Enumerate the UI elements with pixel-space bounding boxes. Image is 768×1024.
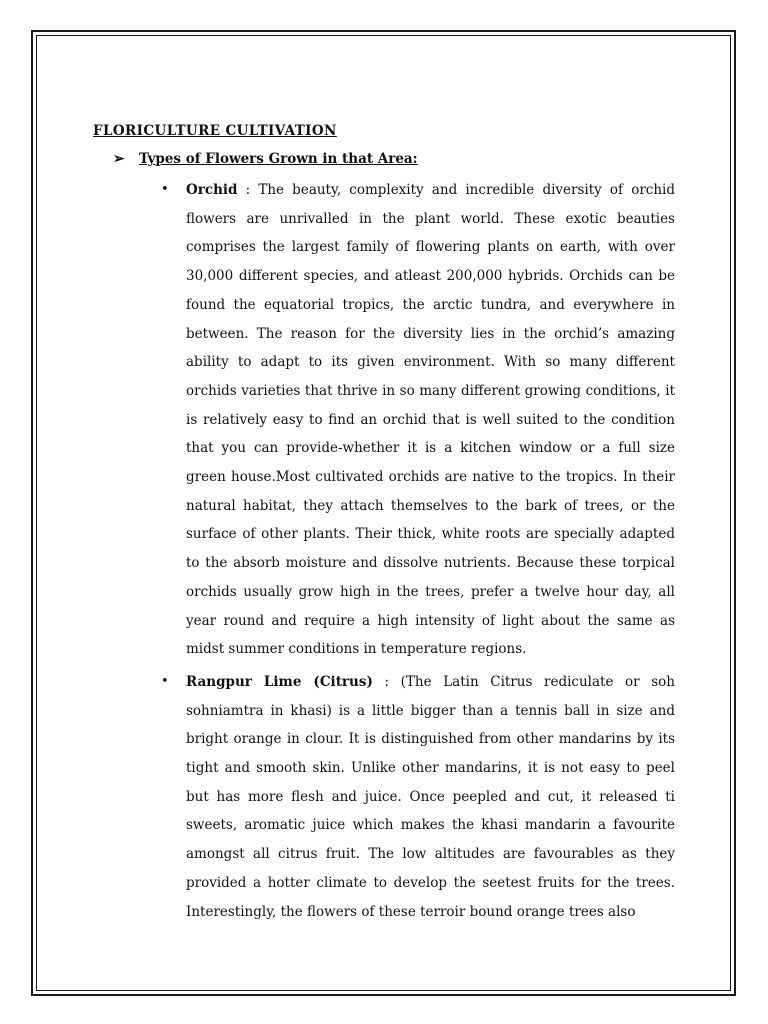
entry-separator: :: [372, 673, 401, 690]
entry-term: Orchid: [186, 182, 238, 198]
section-heading-text: Types of Flowers Grown in that Area:: [139, 151, 418, 167]
list-item-orchid: [161, 176, 675, 664]
entry-separator: :: [237, 182, 259, 198]
entry-text: (The Latin Citrus rediculate or soh sohniamtra in khasi) is a little bigger than a tennis ball in size and bright orange in clour. It is distinguished from other mandarins by its tight and smooth skin. Unlike other mandarins, it is not easy to peel but has more flesh and juice. Once peepled and cut, it released ti sweets, aromatic juice which makes the khasi mandarin a favourite amongst all citrus fruit. The low altitudes are favourables as they provided a hotter climate to develop the seetest fruits for the trees. Interestingly, the flowers of these terroir bound orange trees also: [186, 673, 675, 920]
entry-text: The beauty, complexity and incredible diversity of orchid flowers are unrivalled in the plant world. These exotic beauties comprises the largest family of flowering plants on earth, with over 30,000 different species, and atleast 200,000 hybrids. Orchids can be found the equatorial tropics, the arctic tundra, and everywhere in between. The reason for the diversity lies in the orchid’s amazing ability to adapt to its given environment. With so many different orchids varieties that thrive in so many different growing conditions, it is relatively easy to find an orchid that is well suited to the condition that you can provide-whether it is a kitchen window or a full size green house.Most cultivated orchids are native to the tropics. In their natural habitat, they attach themselves to the bark of trees, or the surface of other plants. Their thick, white roots are specially adapted to the absorb moisture and dissolve nutrients. Because these torpical orchids usually grow high in the trees, prefer a twelve hour day, all year round and require a high intensity of light about the same as midst summer conditions in temperature regions.: [186, 182, 675, 658]
document-title: FLORICULTURE CULTIVATION: [93, 123, 337, 139]
arrow-bullet-icon: ➢: [113, 151, 125, 167]
bullet-icon: •: [161, 182, 169, 197]
list-item-rangpur-lime: [161, 668, 675, 926]
bullet-icon: •: [161, 673, 169, 689]
section-heading: [113, 146, 675, 172]
entry-term: Rangpur Lime (Citrus): [186, 673, 373, 690]
document-body: [93, 120, 675, 926]
